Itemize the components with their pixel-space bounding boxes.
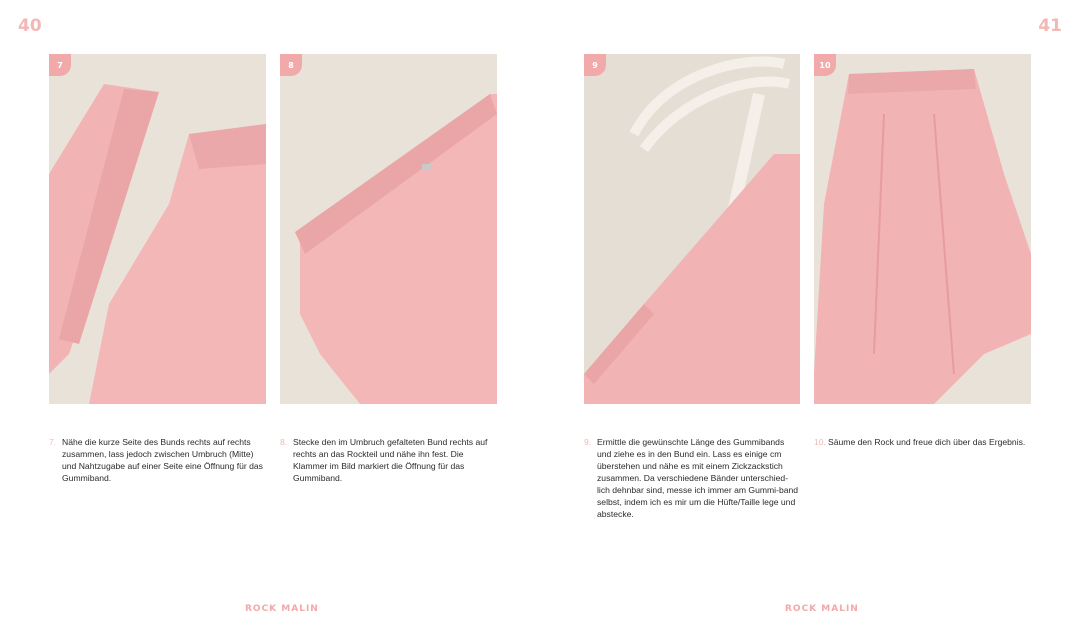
step-10-badge: 10: [814, 54, 836, 76]
step-9-text: Ermittle die gewünschte Länge des Gummibands und ziehe es in den Bund ein. Lass es einige cm überstehen und nähe es mit einem Zickzackstich zusammen. Da verschiedene Bänder unterschied-lich dehnbar sind, messe ich immer am Gummi-band selbst, indem ich es mir um die Hüfte/Taille lege und abstecke.: [597, 437, 799, 519]
step-9-number: 9.: [584, 437, 592, 447]
page-number-left: 40: [18, 16, 42, 36]
step-8-photo: [280, 54, 497, 404]
step-8-caption: [280, 436, 490, 484]
step-9-photo: [584, 54, 800, 404]
step-8-number: 8.: [280, 437, 288, 447]
step-8-badge: 8: [280, 54, 302, 76]
step-7-badge: 7: [49, 54, 71, 76]
step-10-caption: [814, 436, 1044, 448]
page-number-right: 41: [1038, 16, 1062, 36]
footer-left: ROCK MALIN: [245, 604, 319, 614]
step-8-text: Stecke den im Umbruch gefalteten Bund rechts auf rechts an das Rockteil und nähe ihn fest. Die Klammer im Bild markiert die Öffnung für das Gummiband.: [293, 437, 488, 483]
step-7-text: Nähe die kurze Seite des Bunds rechts auf rechts zusammen, lass jedoch zwischen Umbruch (Mitte) und Nahtzugabe auf einer Seite eine Öffnung für das Gummiband.: [62, 437, 263, 483]
footer-right: ROCK MALIN: [785, 604, 859, 614]
step-7-caption: [49, 436, 266, 484]
step-10-photo: [814, 54, 1031, 404]
step-7-number: 7.: [49, 437, 57, 447]
step-9-caption: [584, 436, 800, 520]
step-9-badge: 9: [584, 54, 606, 76]
step-10-number: 10.: [814, 437, 826, 447]
step-7-photo: [49, 54, 266, 404]
step-10-text: Säume den Rock und freue dich über das Ergebnis.: [828, 437, 1026, 447]
